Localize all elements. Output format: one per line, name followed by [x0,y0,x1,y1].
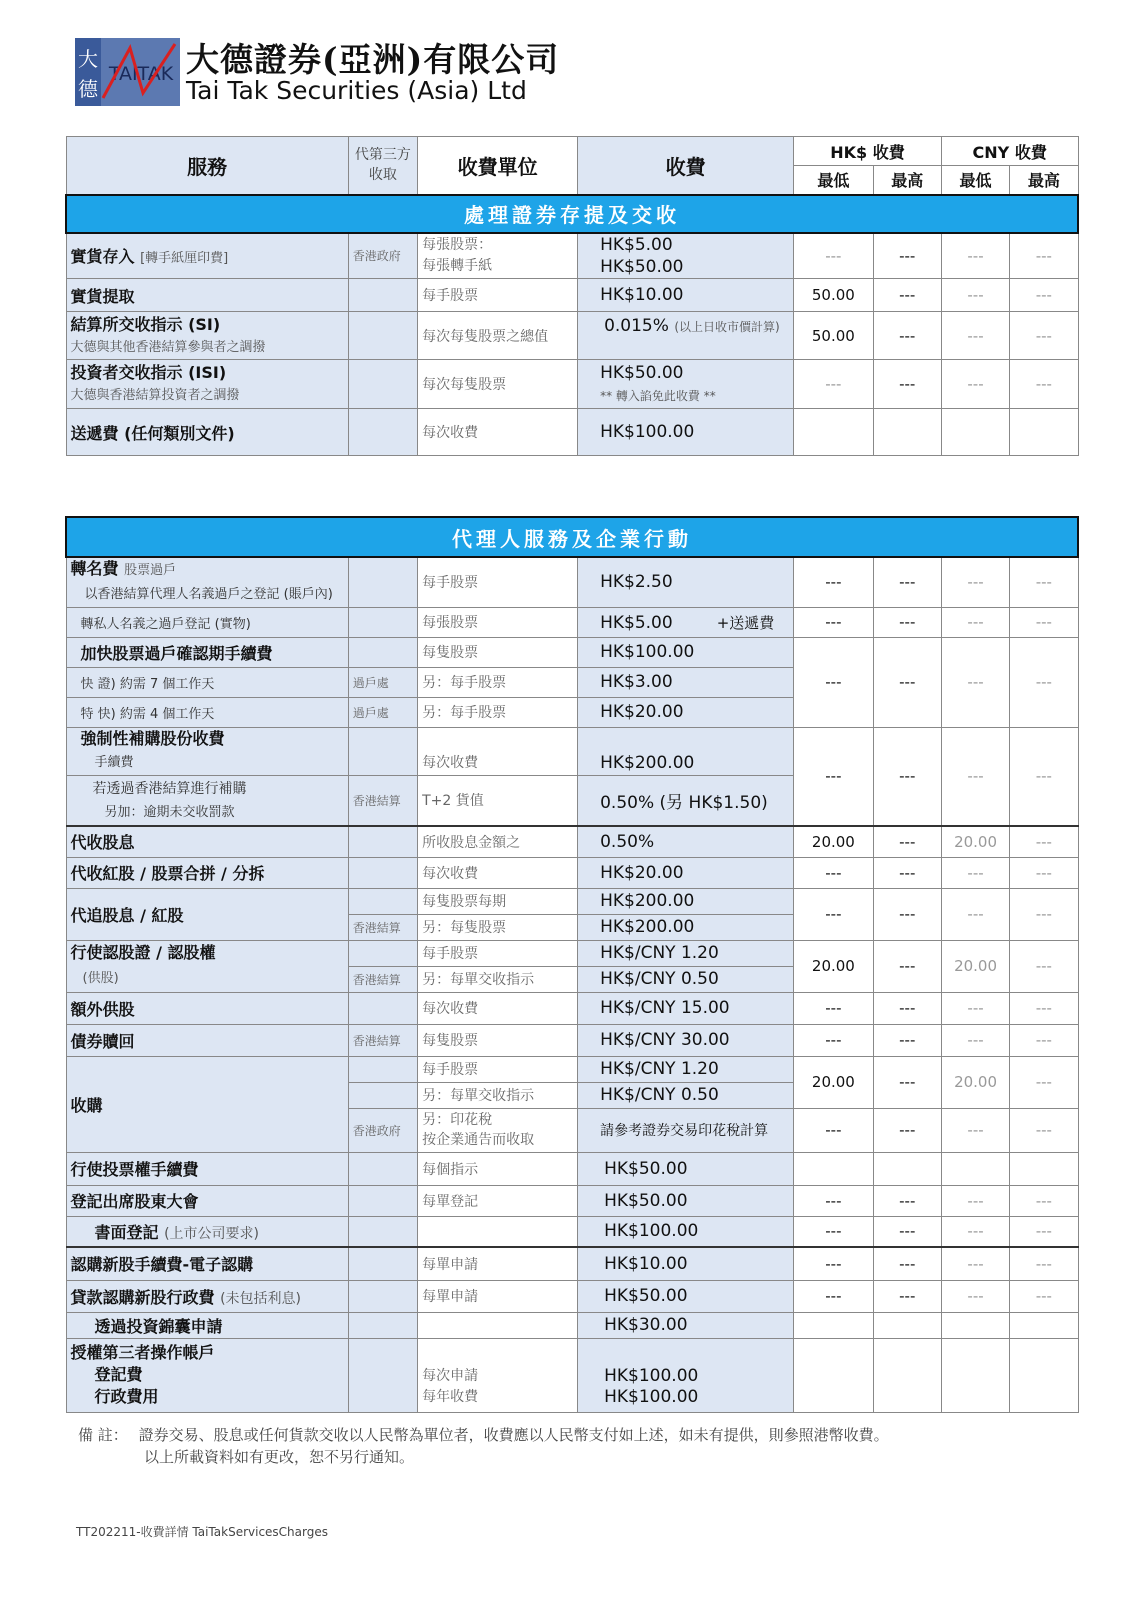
table-row [66,1216,1078,1247]
hkd-max: --- [873,888,941,940]
unit-cell: 每單申請 [418,1247,578,1280]
hkd-min: --- [794,557,873,607]
unit-cell: 每次每隻股票 [418,360,578,409]
third-party-cell [348,1082,417,1108]
fee-cell: HK$3.00 [578,667,794,697]
hkd-min [794,1312,873,1338]
hkd-max: --- [873,992,941,1024]
cny-min [941,1152,1009,1185]
document-code: TT202211-收費詳情 TaiTakServicesCharges [76,1525,328,1539]
fee-cell: HK$100.00 HK$100.00 [578,1338,794,1412]
hkd-max: --- [873,940,941,992]
cny-max [1010,1312,1078,1338]
service-cell: 轉名費 股票過戶 以香港結算代理人名義過戶之登記 (賬戶內) [66,557,348,607]
col-header-unit: 收費單位 [418,137,578,195]
hkd-min [794,1152,873,1185]
hkd-min: --- [794,1024,873,1056]
table-row [66,826,1078,857]
third-party-cell [348,1338,417,1412]
third-party-cell [348,557,417,607]
service-cell: 登記出席股東大會 [66,1185,348,1216]
col-header-fee: 收費 [578,137,794,195]
table-row [66,279,1078,312]
fee-cell: HK$200.00 [578,914,794,940]
fee-cell: HK$/CNY 1.20 [578,940,794,966]
hkd-max: --- [873,1185,941,1216]
third-party-cell [348,1247,417,1280]
service-cell: 實貨存入 [轉手紙厘印費] [66,233,348,279]
cny-min: --- [941,637,1009,727]
hkd-min: --- [794,1108,873,1152]
table-row [66,1280,1078,1312]
service-cell: 特 快) 約需 4 個工作天 [66,697,348,727]
cny-min: --- [941,279,1009,312]
fee-cell: HK$10.00 [578,1247,794,1280]
hkd-min: --- [794,1216,873,1247]
service-cell: 代追股息 / 紅股 [66,888,348,940]
service-cell: 債券贖回 [66,1024,348,1056]
cny-max: --- [1010,233,1078,279]
unit-cell: 每手股票 [418,557,578,607]
table-row [66,992,1078,1024]
third-party-cell [348,940,417,966]
col-header-cny-min: 最低 [941,166,1009,195]
third-party-cell: 香港結算 [348,1024,417,1056]
third-party-cell [348,1216,417,1247]
cny-min [941,409,1009,456]
cny-min: --- [941,1247,1009,1280]
logo-wordmark: TAITAK [108,63,174,85]
hkd-min [794,1338,873,1412]
section-title-settlement: 處理證券存提及交收 [66,195,1078,233]
logo-char-1: 大 [78,47,98,71]
fee-cell: 0.015% (以上日收市價計算) [578,312,794,360]
service-cell: 認購新股手續費-電子認購 [66,1247,348,1280]
cny-max: --- [1010,826,1078,857]
hkd-max: --- [873,279,941,312]
unit-cell: T+2 貨值 [418,775,578,826]
col-header-service: 服務 [66,137,348,195]
service-cell: 代收紅股 / 股票合拼 / 分拆 [66,857,348,888]
service-cell: 快 證) 約需 7 個工作天 [66,667,348,697]
hkd-max [873,1312,941,1338]
service-cell: 授權第三者操作帳戶 登記費 行政費用 [66,1338,348,1412]
unit-cell: 另：每手股票 [418,697,578,727]
fee-cell: HK$100.00 [578,1216,794,1247]
table-row [66,557,1078,607]
cny-max: --- [1010,940,1078,992]
hkd-max: --- [873,1108,941,1152]
hkd-min: --- [794,1280,873,1312]
third-party-cell [348,1152,417,1185]
logo-char-2: 德 [78,77,98,101]
service-cell: 行使投票權手續費 [66,1152,348,1185]
hkd-min: --- [794,360,873,409]
table-row [66,1024,1078,1056]
third-party-cell: 香港結算 [348,966,417,992]
service-cell: 貸款認購新股行政費 (未包括利息) [66,1280,348,1312]
unit-cell: 每手股票 [418,1056,578,1082]
unit-cell: 每單申請 [418,1280,578,1312]
table-row [66,1152,1078,1185]
third-party-cell [348,826,417,857]
unit-cell: 另：印花稅 按企業通告而收取 [418,1108,578,1152]
fee-cell: HK$/CNY 0.50 [578,966,794,992]
cny-max: --- [1010,607,1078,637]
third-party-cell [348,1280,417,1312]
service-cell: 額外供股 [66,992,348,1024]
cny-max [1010,1338,1078,1412]
third-party-cell: 香港政府 [348,1108,417,1152]
cny-min: --- [941,857,1009,888]
unit-cell: 每個指示 [418,1152,578,1185]
service-cell: 書面登記 (上市公司要求) [66,1216,348,1247]
unit-cell: 每隻股票 [418,1024,578,1056]
cny-min: 20.00 [941,940,1009,992]
unit-cell: 每張股票 [418,607,578,637]
table-row [66,1312,1078,1338]
hkd-max: --- [873,1216,941,1247]
third-party-cell [348,727,417,775]
fee-cell: HK$200.00 [578,727,794,775]
third-party-cell [348,409,417,456]
cny-max: --- [1010,992,1078,1024]
third-party-cell [348,279,417,312]
fee-cell: HK$100.00 [578,637,794,667]
service-cell: 送遞費 (任何類別文件) [66,409,348,456]
col-header-hkd: HK$ 收費 [794,137,942,166]
cny-min: --- [941,1216,1009,1247]
table-row [66,857,1078,888]
cny-min: --- [941,992,1009,1024]
cny-min: --- [941,888,1009,940]
hkd-min: --- [794,727,873,826]
cny-max: --- [1010,888,1078,940]
fee-cell: 0.50% [578,826,794,857]
fee-table-nominee [65,516,1079,1413]
fee-cell: HK$/CNY 0.50 [578,1082,794,1108]
fee-cell: HK$100.00 [578,409,794,456]
table-row [66,233,1078,279]
unit-cell: 每手股票 [418,940,578,966]
cny-min: --- [941,1108,1009,1152]
fee-cell: HK$50.00 [578,1280,794,1312]
hkd-max: --- [873,637,941,727]
unit-cell: 另：每單交收指示 [418,1082,578,1108]
hkd-max: --- [873,360,941,409]
third-party-cell [348,312,417,360]
hkd-max: --- [873,557,941,607]
hkd-min: 20.00 [794,940,873,992]
fee-cell: HK$10.00 [578,279,794,312]
col-header-cny-max: 最高 [1010,166,1078,195]
unit-cell: 所收股息金額之 [418,826,578,857]
cny-min: 20.00 [941,1056,1009,1108]
cny-min: --- [941,312,1009,360]
service-cell: 透過投資錦囊申請 [66,1312,348,1338]
cny-max: --- [1010,857,1078,888]
service-cell: 收購 [66,1056,348,1152]
section-title-nominee: 代理人服務及企業行動 [66,517,1078,557]
footnote-label: 備 註： [78,1426,128,1444]
service-cell: 結算所交收指示 (SI) 大德與其他香港結算參與者之調撥 [66,312,348,360]
cny-min: --- [941,727,1009,826]
fee-cell: HK$30.00 [578,1312,794,1338]
third-party-cell: 香港結算 [348,914,417,940]
service-cell: 加快股票過戶確認期手續費 [66,637,348,667]
third-party-cell: 過戶處 [348,667,417,697]
cny-min: --- [941,1024,1009,1056]
third-party-cell: 香港結算 [348,775,417,826]
col-header-hkd-max: 最高 [873,166,941,195]
fee-cell: HK$/CNY 1.20 [578,1056,794,1082]
cny-min: --- [941,607,1009,637]
cny-min: --- [941,1185,1009,1216]
cny-max [1010,1152,1078,1185]
hkd-min: --- [794,637,873,727]
fee-cell: HK$/CNY 30.00 [578,1024,794,1056]
table-row [66,312,1078,360]
cny-max: --- [1010,360,1078,409]
table-row [66,940,1078,966]
fee-cell: HK$5.00 HK$50.00 [578,233,794,279]
unit-cell: 每單登記 [418,1185,578,1216]
cny-max: --- [1010,557,1078,607]
hkd-max [873,409,941,456]
fee-cell: 0.50% (另 HK$1.50) [578,775,794,826]
third-party-cell [348,1056,417,1082]
service-cell: 代收股息 [66,826,348,857]
cny-min: --- [941,557,1009,607]
hkd-min: 50.00 [794,279,873,312]
hkd-min: --- [794,233,873,279]
footnote-line-2: 以上所載資料如有更改，恕不另行通知。 [144,1448,415,1466]
cny-max: --- [1010,312,1078,360]
col-header-hkd-min: 最低 [794,166,873,195]
hkd-max: --- [873,1280,941,1312]
table-row [66,727,1078,775]
footnote [78,1424,889,1468]
table-row [66,1056,1078,1082]
hkd-max: --- [873,312,941,360]
table-row [66,607,1078,637]
fee-cell: HK$50.00 [578,1152,794,1185]
table-row [66,1338,1078,1412]
hkd-max: --- [873,1056,941,1108]
unit-cell: 每手股票 [418,279,578,312]
fee-table-settlement [65,136,1079,456]
col-header-cny: CNY 收費 [941,137,1078,166]
hkd-min: 20.00 [794,826,873,857]
cny-max: --- [1010,1185,1078,1216]
service-cell: 轉私人名義之過戶登記 (實物) [66,607,348,637]
cny-max [1010,409,1078,456]
fee-cell: HK$20.00 [578,697,794,727]
hkd-min: --- [794,992,873,1024]
unit-cell: 每隻股票每期 [418,888,578,914]
unit-cell: 另：每單交收指示 [418,966,578,992]
cny-max: --- [1010,637,1078,727]
hkd-min: 20.00 [794,1056,873,1108]
unit-cell: 每次收費 [418,409,578,456]
fee-cell: HK$/CNY 15.00 [578,992,794,1024]
unit-cell: 每次收費 [418,992,578,1024]
fee-cell: HK$200.00 [578,888,794,914]
fee-cell: HK$20.00 [578,857,794,888]
hkd-min: 50.00 [794,312,873,360]
hkd-max: --- [873,857,941,888]
fee-cell: HK$5.00 +送遞費 [578,607,794,637]
hkd-max: --- [873,1247,941,1280]
cny-max: --- [1010,1108,1078,1152]
hkd-min: --- [794,1185,873,1216]
fee-cell: 請參考證券交易印花稅計算 [578,1108,794,1152]
unit-cell: 每次每隻股票之總值 [418,312,578,360]
third-party-cell [348,360,417,409]
unit-cell: 每次申請 每年收費 [418,1338,578,1412]
third-party-cell: 香港政府 [348,233,417,279]
table-row [66,409,1078,456]
table-row [66,888,1078,914]
unit-cell: 另：每手股票 [418,667,578,697]
third-party-cell [348,857,417,888]
service-cell: 實貨提取 [66,279,348,312]
cny-min: 20.00 [941,826,1009,857]
third-party-cell [348,888,417,914]
fee-cell: HK$50.00 [578,1185,794,1216]
cny-max: --- [1010,1056,1078,1108]
third-party-cell [348,992,417,1024]
service-cell: 強制性補購股份收費 手續費 [66,727,348,775]
cny-max: --- [1010,1216,1078,1247]
table-row [66,360,1078,409]
company-name-en: Tai Tak Securities (Asia) Ltd [186,76,527,105]
hkd-max [873,1152,941,1185]
cny-min: --- [941,360,1009,409]
hkd-max: --- [873,607,941,637]
unit-cell [418,1312,578,1338]
col-header-third-party: 代第三方 收取 [348,137,417,195]
unit-cell: 每次收費 [418,727,578,775]
unit-cell: 每張股票： 每張轉手紙 [418,233,578,279]
unit-cell [418,1216,578,1247]
hkd-min [794,409,873,456]
table-row [66,637,1078,667]
hkd-max: --- [873,727,941,826]
footnote-line-1: 證券交易、股息或任何貨款交收以人民幣為單位者，收費應以人民幣支付如上述，如未有提供，則參照港幣收費。 [138,1426,889,1444]
cny-max: --- [1010,727,1078,826]
cny-max: --- [1010,1247,1078,1280]
fee-cell: HK$50.00 ** 轉入諂免此收費 ** [578,360,794,409]
hkd-min: --- [794,857,873,888]
third-party-cell [348,1185,417,1216]
hkd-min: --- [794,888,873,940]
cny-min [941,1338,1009,1412]
third-party-cell [348,637,417,667]
service-cell: 投資者交收指示 (ISI) 大德與香港結算投資者之調撥 [66,360,348,409]
unit-cell: 每隻股票 [418,637,578,667]
service-cell: 若透過香港結算進行補購 另加：逾期未交收罰款 [66,775,348,826]
cny-min: --- [941,1280,1009,1312]
third-party-cell: 過戶處 [348,697,417,727]
company-logo [75,38,180,106]
unit-cell: 每次收費 [418,857,578,888]
service-cell: 行使認股證 / 認股權 (供股) [66,940,348,992]
third-party-cell [348,607,417,637]
company-name-cn: 大德證券(亞洲)有限公司 [186,40,560,79]
unit-cell: 另：每隻股票 [418,914,578,940]
fee-cell: HK$2.50 [578,557,794,607]
cny-max: --- [1010,279,1078,312]
table-row [66,1185,1078,1216]
hkd-max: --- [873,826,941,857]
hkd-max [873,1338,941,1412]
table-row [66,1247,1078,1280]
cny-max: --- [1010,1024,1078,1056]
cny-min [941,1312,1009,1338]
third-party-cell [348,1312,417,1338]
hkd-min: --- [794,1247,873,1280]
cny-max: --- [1010,1280,1078,1312]
hkd-min: --- [794,607,873,637]
hkd-max: --- [873,233,941,279]
cny-min: --- [941,233,1009,279]
hkd-max: --- [873,1024,941,1056]
